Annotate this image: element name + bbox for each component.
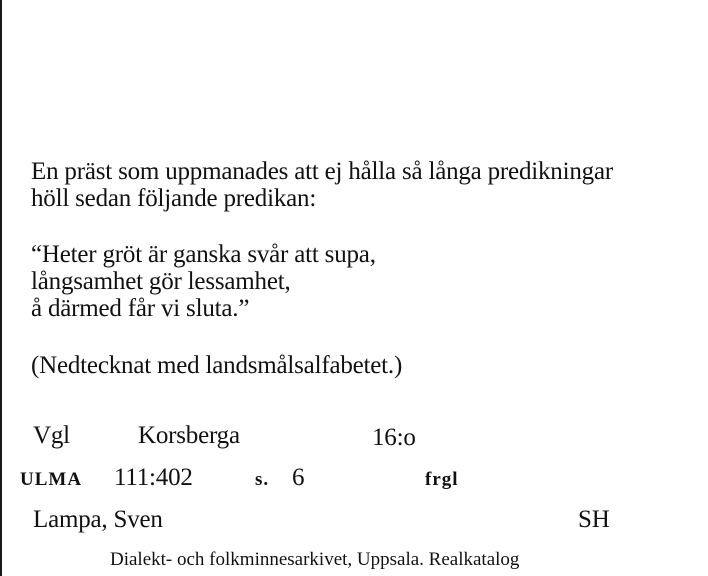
transcription-note: (Nedtecknat med landsmålsalfabetet.) <box>31 352 403 379</box>
parish-name: Korsberga <box>138 422 240 449</box>
verse-line-1: “Heter gröt är ganska svår att supa, <box>31 241 376 268</box>
verse-line-2: långsamhet gör lessamhet, <box>31 268 291 295</box>
page-number: 6 <box>292 464 305 491</box>
verse-line-3: å därmed får vi sluta.” <box>31 295 250 322</box>
province-code: Vgl <box>33 422 70 449</box>
archive-label: ULMA <box>20 469 83 490</box>
intro-line-1: En präst som uppmanades att ej hålla så långa predikningar <box>31 158 613 185</box>
page-label: s. <box>255 469 270 490</box>
record-code: 16:o <box>372 424 416 451</box>
recorder-initials: SH <box>578 506 610 533</box>
footer-institution: Dialekt- och folkminnesarkivet, Uppsala. Realkatalog <box>110 549 520 570</box>
card-left-border <box>0 0 2 576</box>
intro-line-2: höll sedan följande predikan: <box>31 185 317 212</box>
category-code: frgl <box>425 469 459 490</box>
informant-name: Lampa, Sven <box>33 506 163 533</box>
archive-number: 111:402 <box>114 464 193 491</box>
